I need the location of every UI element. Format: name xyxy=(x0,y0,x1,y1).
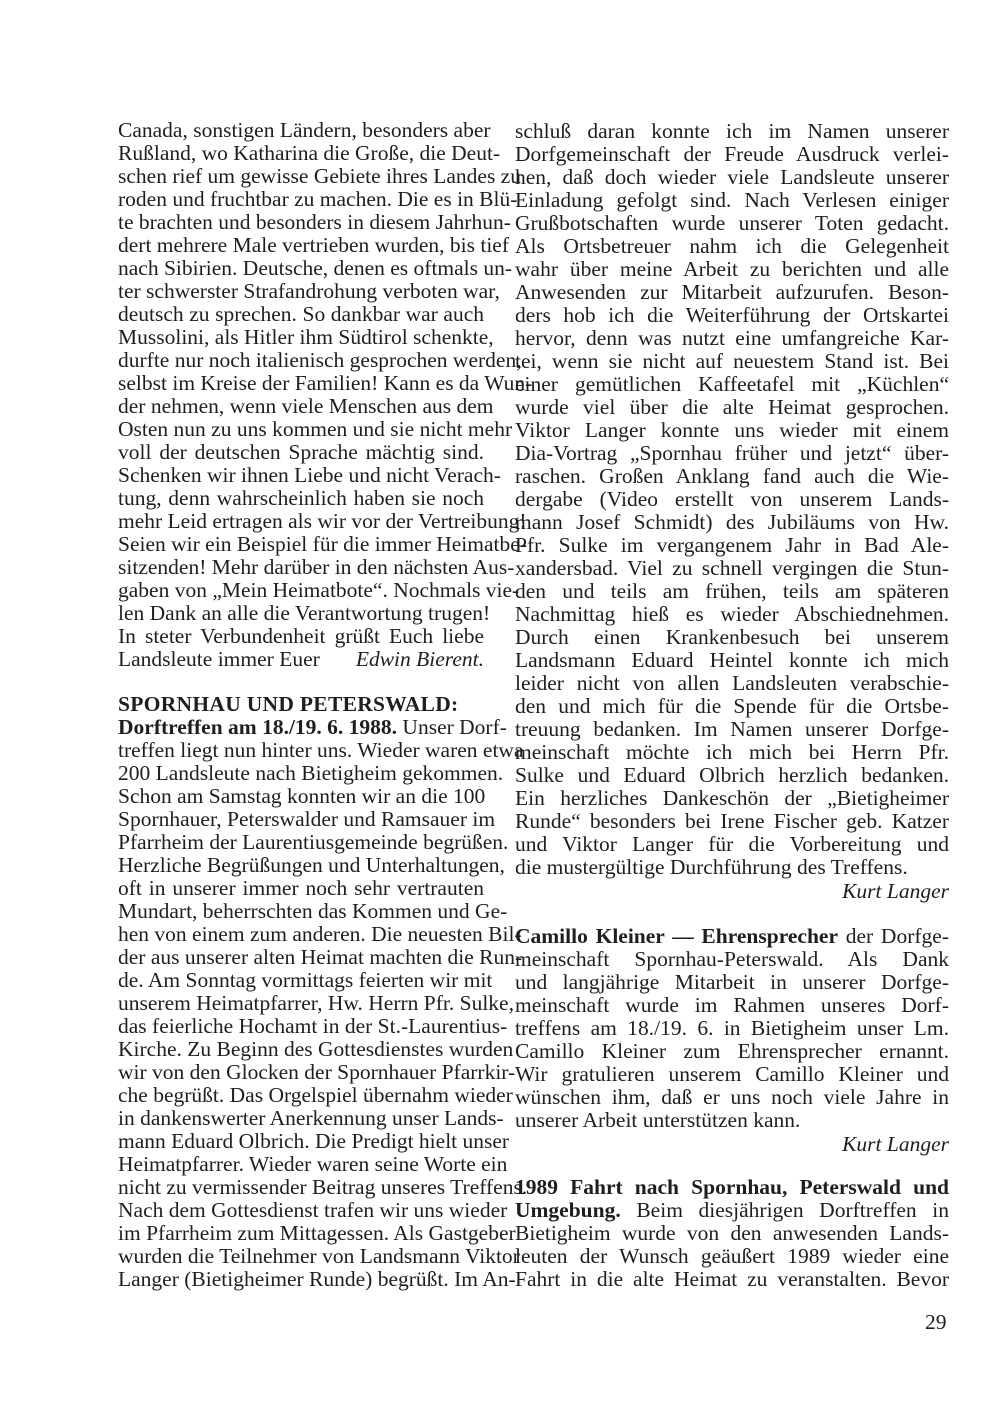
text-line: unserer Arbeit unterstützen kann. xyxy=(515,1108,801,1132)
text-line: 200 Landsleute nach Bietigheim gekommen. xyxy=(118,761,504,785)
text-line: Camillo Kleiner zum Ehrensprecher ernannt. xyxy=(515,1039,949,1063)
text-line: Langer (Bietigheimer Runde) begrüßt. Im An- xyxy=(118,1267,516,1291)
text-line: sitzenden! Mehr darüber in den nächsten Aus- xyxy=(118,555,515,579)
text-line: dergabe (Video erstellt von unserem Lands- xyxy=(515,487,949,511)
line-rest: der Dorfge- xyxy=(838,924,949,948)
text-line: oft in unserer immer noch sehr vertrauten xyxy=(118,876,484,900)
text-line xyxy=(515,1199,949,1222)
text-line: treffens am 18./19. 6. in Bietigheim unser Lm. xyxy=(515,1016,949,1040)
text-line: Sulke und Eduard Olbrich herzlich bedanken. xyxy=(515,763,949,787)
paragraph-closing xyxy=(118,625,484,671)
text-line: meinschaft wurde im Rahmen unseres Dorf- xyxy=(515,993,949,1017)
page-number: 29 xyxy=(925,1310,947,1334)
text-line: und langjährige Mitarbeit in unserer Dorfge- xyxy=(515,970,949,994)
text-line: Wir gratulieren unserem Camillo Kleiner und xyxy=(515,1062,949,1086)
closing-lines xyxy=(118,625,484,648)
text-line: selbst im Kreise der Familien! Kann es da Wun- xyxy=(118,371,533,395)
bold-lead: Umgebung. xyxy=(515,1198,621,1222)
bold-lead: 1989 Fahrt nach Spornhau, Peterswald und xyxy=(515,1175,949,1199)
text-line: hen, daß doch wieder viele Landsleute unserer xyxy=(515,165,949,189)
line-rest: Unser Dorf- xyxy=(397,715,507,739)
text-line: mann Josef Schmidt) des Jubiläums von Hw. xyxy=(515,510,949,534)
text-line: schluß daran konnte ich im Namen unserer xyxy=(515,119,949,143)
text-line: Nach dem Gottesdienst trafen wir uns wieder xyxy=(118,1198,508,1222)
text-line: Runde“ besonders bei Irene Fischer geb. Katzer xyxy=(515,809,949,833)
text-line: nach Sibirien. Deutsche, denen es oftmals un- xyxy=(118,256,513,280)
text-line: den und mich für die Spende für die Ortsbe- xyxy=(515,694,949,718)
text-line: unserem Heimatpfarrer, Hw. Herrn Pfr. Sulke, xyxy=(118,991,514,1015)
text-line: im Pfarrheim zum Mittagessen. Als Gastgeber xyxy=(118,1221,516,1245)
text-line: Schenken wir ihnen Liebe und nicht Verach- xyxy=(118,463,501,487)
section-heading-spornhau: SPORNHAU UND PETERSWALD: xyxy=(118,692,459,716)
signature-edwin-bierent: Edwin Bierent. xyxy=(355,647,484,671)
text-line: Einladung gefolgt sind. Nach Verlesen einiger xyxy=(515,188,949,212)
text-line: Durch einen Krankenbesuch bei unserem xyxy=(515,625,949,649)
signature-kurt-langer-1: Kurt Langer xyxy=(842,879,949,903)
text-line: meinschaft möchte ich mich bei Herrn Pfr. xyxy=(515,740,949,764)
text-line: Osten nun zu uns kommen und sie nicht mehr xyxy=(118,417,513,441)
text-line: voll der deutschen Sprache mächtig sind. xyxy=(118,440,484,464)
closing-text: Landsleute immer Euer xyxy=(118,647,320,671)
paragraph-fahrt-1989 xyxy=(515,1176,949,1291)
paragraph-dorftreffen xyxy=(118,715,528,1291)
line-rest: Beim diesjährigen Dorftreffen in xyxy=(620,1198,949,1222)
signature-kurt-langer-2: Kurt Langer xyxy=(842,1132,949,1156)
text-line: einer gemütlichen Kaffeetafel mit „Küchlen“ xyxy=(515,372,949,396)
text-line: xandersbad. Viel zu schnell vergingen die Stun- xyxy=(515,556,949,580)
text-line: Pfr. Sulke im vergangenem Jahr in Bad Ale- xyxy=(515,533,949,557)
text-line: tung, denn wahrscheinlich haben sie noch xyxy=(118,486,484,510)
text-line: leider nicht von allen Landsleuten verabschie- xyxy=(515,671,949,695)
text-line: die mustergültige Durchführung des Treffens. xyxy=(515,855,908,879)
text-line xyxy=(515,925,949,948)
text-line: Rußland, wo Katharina die Große, die Deut- xyxy=(118,141,501,165)
text-line: Heimatpfarrer. Wieder waren seine Worte ein xyxy=(118,1152,508,1176)
text-line: Landsmann Eduard Heintel konnte ich mich xyxy=(515,648,949,672)
text-line: mehr Leid ertragen als wir vor der Vertreibung! xyxy=(118,509,527,533)
text-line: treuung bedanken. Im Namen unserer Dorfge- xyxy=(515,717,949,741)
text-line: dert mehrere Male vertrieben wurden, bis tief xyxy=(118,233,510,257)
text-line: tei, wenn sie nicht auf neuestem Stand ist. Bei xyxy=(515,349,949,373)
text-line: hervor, denn was nutzt eine umfangreiche Kar- xyxy=(515,326,949,350)
text-line: che begrüßt. Das Orgelspiel übernahm wieder xyxy=(118,1083,513,1107)
text-line: deutsch zu sprechen. So dankbar war auch xyxy=(118,302,484,326)
text-line: das feierliche Hochamt in der St.-Laurentius- xyxy=(118,1014,508,1038)
text-line: Mundart, beherrschten das Kommen und Ge- xyxy=(118,899,508,923)
text-line: roden und fruchtbar zu machen. Die es in Blü- xyxy=(118,187,518,211)
text-line: Spornhauer, Peterswalder und Ramsauer im xyxy=(118,807,496,831)
text-line: de. Am Sonntag vormittags feierten wir mit xyxy=(118,968,493,992)
paragraph-intro xyxy=(118,118,533,625)
text-line: Bietigheim wurde von den anwesenden Lands- xyxy=(515,1221,949,1245)
text-line: Herzliche Begrüßungen und Unterhaltungen, xyxy=(118,853,505,877)
text-line: Kirche. Zu Beginn des Gottesdienstes wurden xyxy=(118,1037,514,1061)
text-line: Seien wir ein Beispiel für die immer Heimatbe- xyxy=(118,532,527,556)
bold-lead: Camillo Kleiner — Ehrensprecher xyxy=(515,924,838,948)
bold-lead: Dorftreffen am 18./19. 6. 1988. xyxy=(118,715,398,739)
text-line: hen von einem zum anderen. Die neuesten Bil- xyxy=(118,922,522,946)
text-line: Nachmittag hieß es wieder Abschiednehmen. xyxy=(515,602,949,626)
text-line: mann Eduard Olbrich. Die Predigt hielt unser xyxy=(118,1129,510,1153)
text-line: Fahrt in die alte Heimat zu veranstalten. Bevor xyxy=(515,1267,949,1291)
text-line: meinschaft Spornhau-Peterswald. Als Dank xyxy=(515,947,949,971)
text-line: Schon am Samstag konnten wir an die 100 xyxy=(118,784,486,808)
text-line: Mussolini, als Hitler ihm Südtirol schenkte, xyxy=(118,325,494,349)
text-line: durfte nur noch italienisch gesprochen werden, xyxy=(118,348,522,372)
text-line: Viktor Langer konnte uns wieder mit einem xyxy=(515,418,949,442)
text-line: Grußbotschaften wurde unserer Toten gedacht. xyxy=(515,211,949,235)
text-line: Anwesenden zur Mitarbeit aufzurufen. Beson- xyxy=(515,280,949,304)
text-line: und Viktor Langer für die Vorbereitung und xyxy=(515,832,949,856)
text-line: Dia-Vortrag „Spornhau früher und jetzt“ über- xyxy=(515,441,949,465)
text-line: Canada, sonstigen Ländern, besonders aber xyxy=(118,118,491,142)
text-line: Ein herzliches Dankeschön der „Bietigheimer xyxy=(515,786,949,810)
text-line: Dorfgemeinschaft der Freude Ausdruck verlei- xyxy=(515,142,949,166)
text-line: den und teils am frühen, teils am späteren xyxy=(515,579,949,603)
text-line: Pfarrheim der Laurentiusgemeinde begrüßen. xyxy=(118,830,509,854)
text-line: wurden die Teilnehmer von Landsmann Viktor xyxy=(118,1244,520,1268)
text-line: In steter Verbundenheit grüßt Euch liebe xyxy=(118,624,484,648)
text-line: der nehmen, wenn viele Menschen aus dem xyxy=(118,394,494,418)
text-line: len Dank an alle die Verantwortung trugen! xyxy=(118,601,491,625)
text-line: nicht zu vermissender Beitrag unseres Treffens. xyxy=(118,1175,528,1199)
text-line: te brachten und besonders in diesem Jahrhun- xyxy=(118,210,511,234)
text-line: in dankenswerter Anerkennung unser Lands- xyxy=(118,1106,504,1130)
text-line: Als Ortsbetreuer nahm ich die Gelegenheit xyxy=(515,234,949,258)
paragraph-camillo-kleiner xyxy=(515,925,949,1132)
text-line xyxy=(118,715,507,739)
text-line: raschen. Großen Anklang fand auch die Wie- xyxy=(515,464,949,488)
closing-signature-line xyxy=(118,648,484,671)
text-line: wünschen ihm, daß er uns noch viele Jahre in xyxy=(515,1085,949,1109)
text-line: wurde viel über die alte Heimat gesprochen. xyxy=(515,395,949,419)
text-line: leuten der Wunsch geäußert 1989 wieder eine xyxy=(515,1244,949,1268)
text-line: treffen liegt nun hinter uns. Wieder waren etwa xyxy=(118,738,524,762)
text-line: wir von den Glocken der Spornhauer Pfarrkir- xyxy=(118,1060,516,1084)
text-line: wahr über meine Arbeit zu berichten und alle xyxy=(515,257,949,281)
text-line: schen rief um gewisse Gebiete ihres Landes zu xyxy=(118,164,521,188)
text-line: gaben von „Mein Heimatbote“. Nochmals vie- xyxy=(118,578,520,602)
text-line: ter schwerster Strafandrohung verboten war, xyxy=(118,279,500,303)
text-line: der aus unserer alten Heimat machten die Run- xyxy=(118,945,523,969)
text-line: ders hob ich die Weiterführung der Ortskartei xyxy=(515,303,949,327)
text-line xyxy=(515,1176,949,1199)
paragraph-continuation xyxy=(515,120,949,879)
